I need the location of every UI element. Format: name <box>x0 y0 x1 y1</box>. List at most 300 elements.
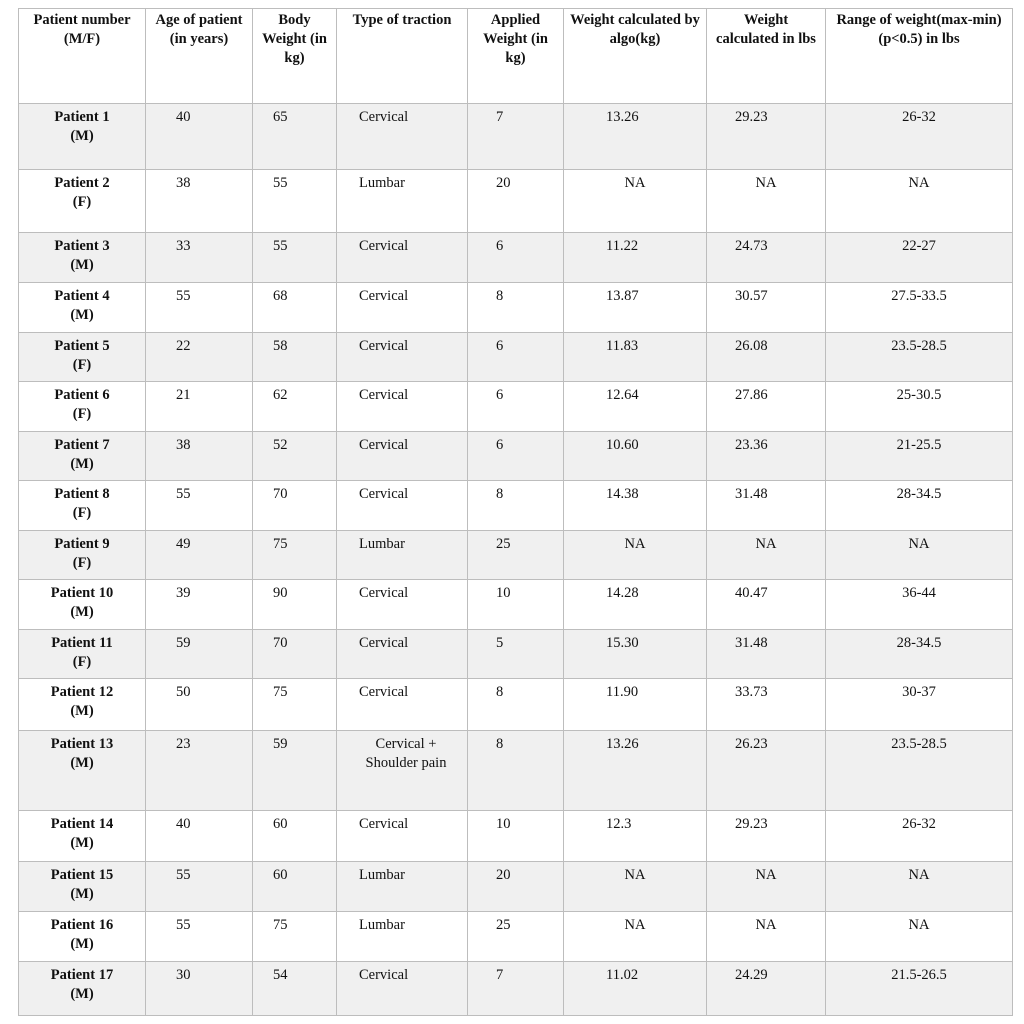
cell-weight-range <box>826 382 1013 432</box>
cell-age <box>146 333 253 382</box>
cell-weight-algo-kg-value: 11.22 <box>606 238 639 254</box>
cell-weight-range-value: NA <box>908 867 930 883</box>
cell-weight-algo-kg <box>564 862 707 912</box>
cell-applied-weight <box>468 679 564 731</box>
cell-applied-weight <box>468 481 564 531</box>
cell-applied-weight <box>468 962 564 1016</box>
cell-applied-weight-value: 5 <box>496 635 504 651</box>
cell-weight-algo-kg-value: 13.26 <box>606 736 639 752</box>
cell-traction-type <box>337 630 468 679</box>
cell-patient <box>19 912 146 962</box>
patient-label: Patient 7 <box>54 437 110 453</box>
cell-weight-algo-kg-value: 13.87 <box>606 288 639 304</box>
cell-body-weight <box>253 731 337 811</box>
cell-age-value: 55 <box>176 486 191 502</box>
table-row <box>19 333 1013 382</box>
cell-age <box>146 912 253 962</box>
cell-weight-algo-kg-value: 13.26 <box>606 109 639 125</box>
cell-weight-algo-kg <box>564 104 707 170</box>
cell-patient <box>19 170 146 233</box>
patient-sex: (M) <box>70 703 94 719</box>
cell-age <box>146 679 253 731</box>
cell-body-weight-value: 70 <box>273 635 288 651</box>
cell-weight-range <box>826 731 1013 811</box>
cell-weight-algo-kg <box>564 283 707 333</box>
cell-weight-range <box>826 170 1013 233</box>
cell-body-weight-value: 75 <box>273 536 288 552</box>
cell-traction-type <box>337 104 468 170</box>
cell-weight-lbs-value: 31.48 <box>735 486 768 502</box>
cell-weight-algo-kg <box>564 912 707 962</box>
cell-patient <box>19 432 146 481</box>
cell-weight-algo-kg-value: 10.60 <box>606 437 639 453</box>
cell-weight-algo-kg <box>564 432 707 481</box>
cell-body-weight <box>253 912 337 962</box>
cell-weight-algo-kg-value: 14.38 <box>606 486 639 502</box>
patient-sex: (F) <box>72 406 92 422</box>
table-row <box>19 104 1013 170</box>
cell-body-weight-value: 55 <box>273 238 288 254</box>
cell-weight-lbs-value: NA <box>755 917 777 933</box>
patient-sex: (M) <box>70 128 94 144</box>
cell-body-weight-value: 65 <box>273 109 288 125</box>
cell-applied-weight-value: 7 <box>496 109 504 125</box>
cell-body-weight-value: 54 <box>273 967 288 983</box>
cell-age <box>146 580 253 630</box>
cell-weight-range-value: 28-34.5 <box>896 635 942 651</box>
cell-applied-weight <box>468 531 564 580</box>
table-row <box>19 580 1013 630</box>
cell-traction-type-value: Lumbar <box>359 175 405 191</box>
cell-age-value: 40 <box>176 109 191 125</box>
cell-weight-range <box>826 912 1013 962</box>
cell-traction-type-value: Cervical <box>359 486 409 502</box>
cell-weight-lbs <box>707 283 826 333</box>
patient-label: Patient 10 <box>50 585 114 601</box>
cell-weight-lbs-value: 40.47 <box>735 585 768 601</box>
cell-body-weight <box>253 170 337 233</box>
table-row <box>19 679 1013 731</box>
cell-weight-lbs <box>707 382 826 432</box>
cell-weight-lbs-value: 26.08 <box>735 338 768 354</box>
cell-applied-weight <box>468 630 564 679</box>
cell-weight-lbs <box>707 912 826 962</box>
cell-traction-type <box>337 333 468 382</box>
table-row <box>19 170 1013 233</box>
cell-traction-type-value: Lumbar <box>359 536 405 552</box>
cell-age <box>146 382 253 432</box>
cell-applied-weight-value: 10 <box>496 585 511 601</box>
patient-label: Patient 1 <box>54 109 110 125</box>
cell-age-value: 38 <box>176 437 191 453</box>
cell-weight-lbs-value: 29.23 <box>735 816 768 832</box>
cell-traction-type-value: Cervical <box>359 816 409 832</box>
cell-weight-lbs <box>707 333 826 382</box>
cell-age <box>146 170 253 233</box>
cell-traction-type <box>337 382 468 432</box>
cell-weight-range-value: 26-32 <box>902 109 936 125</box>
cell-traction-type-value: Cervical <box>359 338 409 354</box>
cell-applied-weight <box>468 811 564 862</box>
cell-age-value: 50 <box>176 684 191 700</box>
table-row <box>19 630 1013 679</box>
patient-sex: (F) <box>72 194 92 210</box>
cell-applied-weight <box>468 283 564 333</box>
cell-body-weight <box>253 382 337 432</box>
header-applied-weight: Applied Weight (in kg) <box>468 9 564 104</box>
cell-weight-lbs-value: 33.73 <box>735 684 768 700</box>
table-row <box>19 912 1013 962</box>
cell-body-weight <box>253 283 337 333</box>
cell-weight-range <box>826 283 1013 333</box>
patient-label: Patient 13 <box>50 736 114 752</box>
cell-body-weight <box>253 811 337 862</box>
cell-traction-type <box>337 432 468 481</box>
cell-age-value: 55 <box>176 288 191 304</box>
cell-body-weight-value: 55 <box>273 175 288 191</box>
cell-age-value: 49 <box>176 536 191 552</box>
cell-age-value: 21 <box>176 387 191 403</box>
cell-age <box>146 283 253 333</box>
cell-body-weight <box>253 333 337 382</box>
cell-weight-lbs <box>707 481 826 531</box>
cell-traction-type-value: Cervical <box>359 585 409 601</box>
patient-sex: (M) <box>70 835 94 851</box>
cell-patient <box>19 962 146 1016</box>
cell-traction-type <box>337 962 468 1016</box>
cell-weight-range-value: 30-37 <box>902 684 936 700</box>
cell-weight-lbs-value: 27.86 <box>735 387 768 403</box>
table-row <box>19 962 1013 1016</box>
cell-patient <box>19 811 146 862</box>
cell-age-value: 40 <box>176 816 191 832</box>
cell-age-value: 55 <box>176 917 191 933</box>
cell-weight-lbs-value: NA <box>755 536 777 552</box>
cell-age-value: 33 <box>176 238 191 254</box>
cell-traction-type-value: Lumbar <box>359 917 405 933</box>
cell-patient <box>19 333 146 382</box>
cell-weight-lbs <box>707 233 826 283</box>
cell-traction-type <box>337 731 468 811</box>
cell-weight-lbs-value: 26.23 <box>735 736 768 752</box>
patient-label: Patient 3 <box>54 238 110 254</box>
patient-sex: (M) <box>70 257 94 273</box>
cell-weight-range <box>826 333 1013 382</box>
patient-sex: (M) <box>70 456 94 472</box>
cell-body-weight-value: 59 <box>273 736 288 752</box>
patient-label: Patient 17 <box>50 967 114 983</box>
cell-traction-type <box>337 531 468 580</box>
cell-traction-type-value: Cervical <box>359 109 409 125</box>
cell-patient <box>19 233 146 283</box>
cell-weight-algo-kg <box>564 382 707 432</box>
cell-age-value: 23 <box>176 736 191 752</box>
patient-label: Patient 9 <box>54 536 110 552</box>
cell-weight-lbs <box>707 432 826 481</box>
cell-traction-type <box>337 580 468 630</box>
table-row <box>19 811 1013 862</box>
cell-weight-lbs <box>707 862 826 912</box>
cell-traction-type <box>337 170 468 233</box>
patient-sex: (F) <box>72 357 92 373</box>
cell-weight-algo-kg <box>564 531 707 580</box>
cell-body-weight-value: 52 <box>273 437 288 453</box>
cell-applied-weight-value: 8 <box>496 486 504 502</box>
table-body <box>19 104 1013 1016</box>
cell-applied-weight-value: 25 <box>496 536 511 552</box>
cell-weight-range <box>826 679 1013 731</box>
cell-weight-algo-kg-value: NA <box>624 867 646 883</box>
patient-label: Patient 2 <box>54 175 110 191</box>
cell-weight-algo-kg <box>564 481 707 531</box>
header-weight-lbs: Weight calculated in lbs <box>707 9 826 104</box>
cell-weight-algo-kg <box>564 333 707 382</box>
cell-weight-lbs <box>707 531 826 580</box>
cell-traction-type <box>337 233 468 283</box>
header-weight-range: Range of weight(max-min)(p<0.5) in lbs <box>826 9 1013 104</box>
patient-label: Patient 4 <box>54 288 110 304</box>
cell-body-weight-value: 70 <box>273 486 288 502</box>
cell-weight-range-value: NA <box>908 917 930 933</box>
cell-traction-type-value: Cervical <box>359 387 409 403</box>
cell-applied-weight <box>468 432 564 481</box>
table-row <box>19 731 1013 811</box>
cell-traction-type-value: Cervical <box>359 967 409 983</box>
patient-sex: (M) <box>70 307 94 323</box>
table-row <box>19 382 1013 432</box>
cell-weight-algo-kg <box>564 679 707 731</box>
cell-weight-lbs-value: NA <box>755 867 777 883</box>
cell-traction-type <box>337 283 468 333</box>
cell-weight-lbs <box>707 170 826 233</box>
cell-age <box>146 811 253 862</box>
cell-applied-weight-value: 25 <box>496 917 511 933</box>
cell-weight-algo-kg <box>564 170 707 233</box>
cell-weight-lbs-value: 30.57 <box>735 288 768 304</box>
cell-weight-range <box>826 580 1013 630</box>
cell-weight-algo-kg-value: 14.28 <box>606 585 639 601</box>
cell-weight-range <box>826 862 1013 912</box>
patient-sex: (F) <box>72 505 92 521</box>
cell-weight-range <box>826 432 1013 481</box>
cell-patient <box>19 862 146 912</box>
cell-applied-weight-value: 20 <box>496 175 511 191</box>
cell-applied-weight-value: 20 <box>496 867 511 883</box>
cell-patient <box>19 679 146 731</box>
patient-label: Patient 8 <box>54 486 110 502</box>
cell-applied-weight-value: 8 <box>496 684 504 700</box>
cell-weight-lbs-value: NA <box>755 175 777 191</box>
cell-weight-algo-kg-value: 12.64 <box>606 387 639 403</box>
traction-data-table <box>18 8 1013 1016</box>
cell-body-weight-value: 58 <box>273 338 288 354</box>
cell-weight-lbs-value: 24.73 <box>735 238 768 254</box>
cell-applied-weight <box>468 862 564 912</box>
cell-age <box>146 481 253 531</box>
cell-traction-type-value: Cervical <box>359 635 409 651</box>
patient-sex: (M) <box>70 604 94 620</box>
cell-body-weight-value: 62 <box>273 387 288 403</box>
cell-applied-weight <box>468 233 564 283</box>
cell-age <box>146 104 253 170</box>
cell-weight-algo-kg <box>564 233 707 283</box>
cell-applied-weight <box>468 912 564 962</box>
table-row <box>19 432 1013 481</box>
cell-body-weight-value: 75 <box>273 917 288 933</box>
cell-weight-range-value: 23.5-28.5 <box>891 736 947 752</box>
cell-weight-range <box>826 104 1013 170</box>
cell-weight-algo-kg-value: 11.02 <box>606 967 639 983</box>
cell-body-weight-value: 68 <box>273 288 288 304</box>
cell-body-weight <box>253 862 337 912</box>
cell-patient <box>19 104 146 170</box>
cell-weight-range-value: 25-30.5 <box>896 387 942 403</box>
cell-weight-range-value: NA <box>908 175 930 191</box>
cell-weight-range-value: 23.5-28.5 <box>891 338 947 354</box>
cell-age-value: 30 <box>176 967 191 983</box>
cell-weight-algo-kg-value: NA <box>624 917 646 933</box>
cell-traction-type <box>337 862 468 912</box>
header-row <box>19 9 1013 104</box>
cell-body-weight <box>253 962 337 1016</box>
header-patient-number: Patient number (M/F) <box>19 9 146 104</box>
cell-weight-algo-kg-value: NA <box>624 536 646 552</box>
cell-weight-lbs <box>707 731 826 811</box>
cell-age-value: 39 <box>176 585 191 601</box>
cell-age <box>146 962 253 1016</box>
cell-weight-range-value: 21.5-26.5 <box>891 967 947 983</box>
patient-label: Patient 14 <box>50 816 114 832</box>
cell-weight-lbs <box>707 811 826 862</box>
patient-sex: (M) <box>70 886 94 902</box>
cell-weight-range-value: 21-25.5 <box>896 437 942 453</box>
cell-weight-range-value: 26-32 <box>902 816 936 832</box>
cell-weight-range-value: 28-34.5 <box>896 486 942 502</box>
table-row <box>19 531 1013 580</box>
cell-weight-algo-kg-value: 11.83 <box>606 338 639 354</box>
table-row <box>19 862 1013 912</box>
cell-applied-weight-value: 8 <box>496 736 504 752</box>
patient-sex: (F) <box>72 555 92 571</box>
cell-weight-lbs-value: 31.48 <box>735 635 768 651</box>
cell-body-weight <box>253 432 337 481</box>
cell-traction-type-value: Cervical <box>359 684 409 700</box>
cell-age <box>146 731 253 811</box>
patient-sex: (M) <box>70 755 94 771</box>
cell-weight-algo-kg <box>564 630 707 679</box>
cell-body-weight <box>253 233 337 283</box>
cell-body-weight-value: 90 <box>273 585 288 601</box>
cell-weight-range-value: 22-27 <box>902 238 936 254</box>
cell-body-weight <box>253 481 337 531</box>
cell-applied-weight <box>468 580 564 630</box>
cell-weight-algo-kg-value: NA <box>624 175 646 191</box>
cell-weight-range <box>826 811 1013 862</box>
cell-traction-type <box>337 811 468 862</box>
cell-weight-algo-kg-value: 11.90 <box>606 684 639 700</box>
cell-traction-type <box>337 679 468 731</box>
cell-applied-weight-value: 6 <box>496 387 504 403</box>
cell-traction-type-value: Cervical <box>359 238 409 254</box>
patient-sex: (M) <box>70 986 94 1002</box>
patient-label: Patient 11 <box>51 635 113 651</box>
cell-body-weight <box>253 580 337 630</box>
cell-age <box>146 432 253 481</box>
cell-weight-algo-kg <box>564 731 707 811</box>
cell-weight-range <box>826 531 1013 580</box>
cell-weight-algo-kg-value: 15.30 <box>606 635 639 651</box>
header-weight-algo-kg: Weight calculated by algo(kg) <box>564 9 707 104</box>
cell-body-weight <box>253 630 337 679</box>
cell-weight-lbs-value: 24.29 <box>735 967 768 983</box>
cell-age <box>146 862 253 912</box>
cell-patient <box>19 283 146 333</box>
cell-traction-type <box>337 912 468 962</box>
cell-applied-weight-value: 7 <box>496 967 504 983</box>
cell-weight-range <box>826 481 1013 531</box>
cell-weight-range <box>826 630 1013 679</box>
cell-applied-weight-value: 6 <box>496 338 504 354</box>
cell-weight-range-value: NA <box>908 536 930 552</box>
table-row <box>19 283 1013 333</box>
patient-label: Patient 6 <box>54 387 110 403</box>
cell-weight-algo-kg <box>564 811 707 862</box>
cell-traction-type-value: Cervical <box>359 288 409 304</box>
cell-weight-lbs <box>707 679 826 731</box>
cell-patient <box>19 531 146 580</box>
cell-weight-algo-kg-value: 12.3 <box>606 816 632 832</box>
cell-weight-lbs <box>707 104 826 170</box>
cell-weight-lbs <box>707 962 826 1016</box>
cell-traction-type-value: Cervical + Shoulder pain <box>365 736 447 771</box>
cell-body-weight <box>253 679 337 731</box>
cell-weight-lbs-value: 23.36 <box>735 437 768 453</box>
cell-weight-algo-kg <box>564 580 707 630</box>
cell-traction-type-value: Cervical <box>359 437 409 453</box>
table-row <box>19 233 1013 283</box>
cell-traction-type <box>337 481 468 531</box>
patient-sex: (M) <box>70 936 94 952</box>
header-age: Age of patient (in years) <box>146 9 253 104</box>
cell-age-value: 59 <box>176 635 191 651</box>
cell-patient <box>19 481 146 531</box>
cell-weight-range <box>826 962 1013 1016</box>
patient-label: Patient 15 <box>50 867 114 883</box>
cell-applied-weight <box>468 382 564 432</box>
patient-label: Patient 16 <box>50 917 114 933</box>
cell-body-weight-value: 60 <box>273 867 288 883</box>
cell-body-weight <box>253 104 337 170</box>
cell-applied-weight-value: 6 <box>496 238 504 254</box>
cell-age-value: 38 <box>176 175 191 191</box>
cell-age <box>146 531 253 580</box>
cell-applied-weight <box>468 104 564 170</box>
cell-patient <box>19 382 146 432</box>
patient-sex: (F) <box>72 654 92 670</box>
cell-patient <box>19 731 146 811</box>
cell-patient <box>19 630 146 679</box>
cell-body-weight-value: 75 <box>273 684 288 700</box>
cell-weight-lbs <box>707 580 826 630</box>
cell-age <box>146 630 253 679</box>
cell-body-weight <box>253 531 337 580</box>
patient-label: Patient 12 <box>50 684 114 700</box>
cell-applied-weight-value: 10 <box>496 816 511 832</box>
cell-weight-algo-kg <box>564 962 707 1016</box>
cell-weight-range-value: 36-44 <box>902 585 936 601</box>
cell-patient <box>19 580 146 630</box>
cell-applied-weight <box>468 170 564 233</box>
